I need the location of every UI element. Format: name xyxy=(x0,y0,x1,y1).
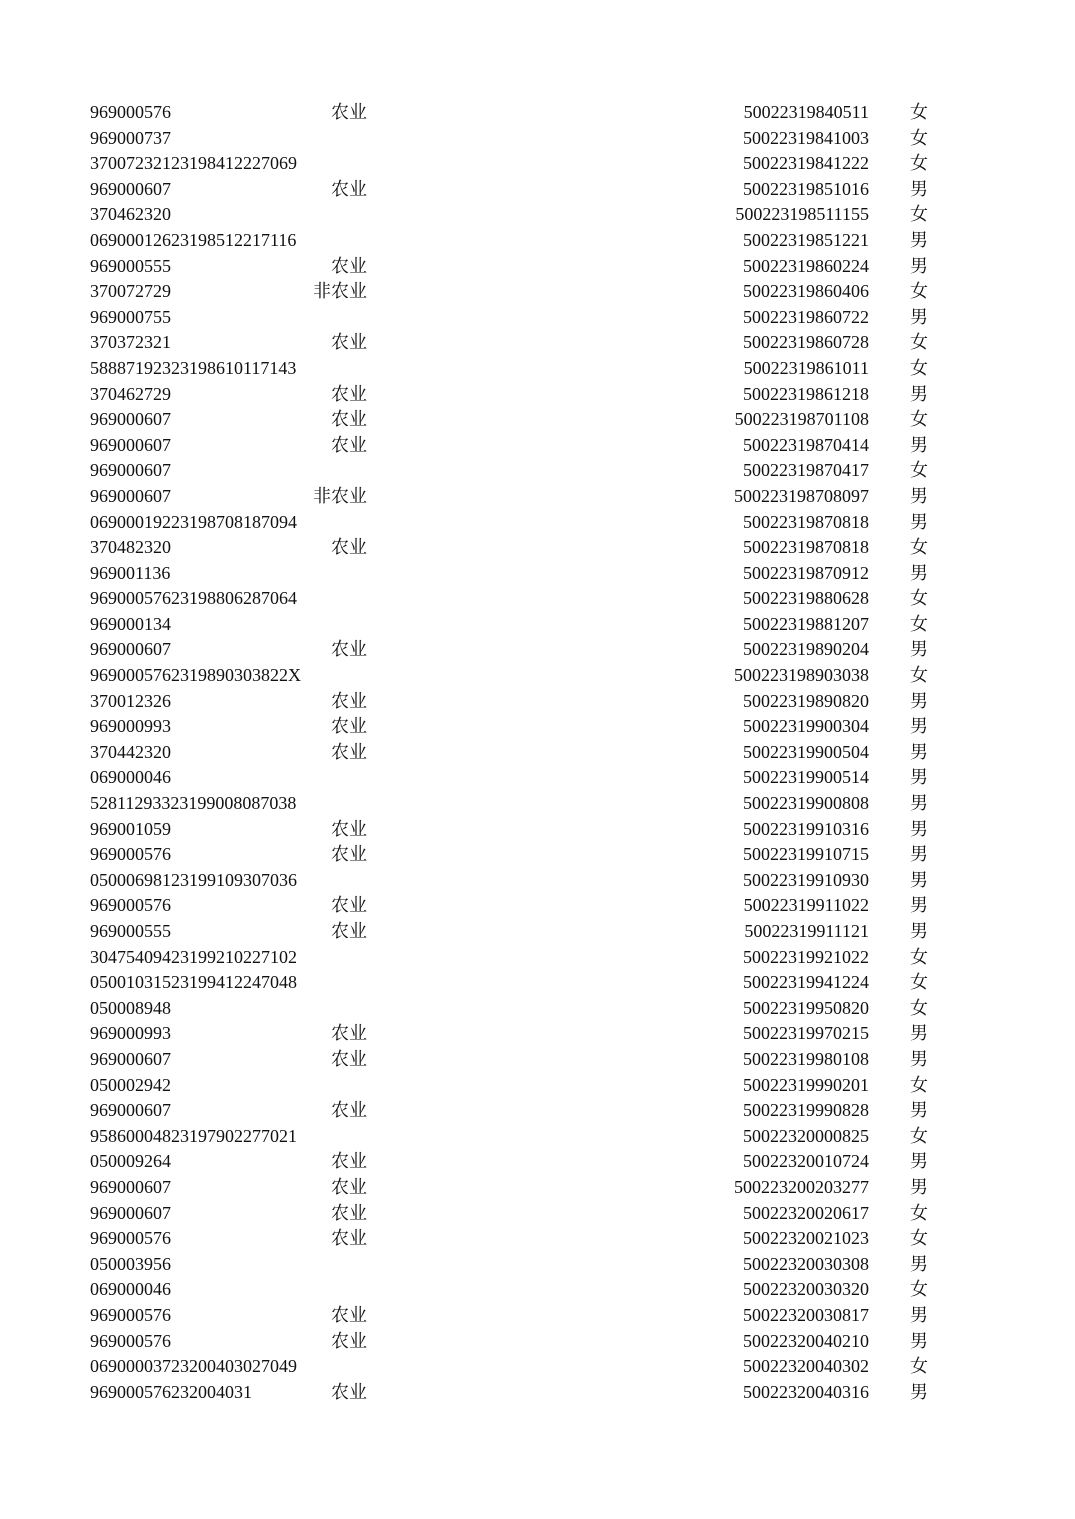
table-row xyxy=(0,663,1075,689)
household-type-cell: 农业 xyxy=(331,537,367,558)
id-number-cell: 50022320040302 xyxy=(743,1356,869,1377)
household-type-cell: 农业 xyxy=(331,741,367,762)
account-cell: 069000037​23200403027049 xyxy=(90,1356,297,1377)
household-type-cell: 农业 xyxy=(331,1176,367,1197)
table-row xyxy=(0,279,1075,305)
table-row xyxy=(0,1149,1075,1175)
id-number-cell: 50022319900504 xyxy=(743,741,869,762)
table-row xyxy=(0,305,1075,331)
id-number-cell: 50022320021023 xyxy=(743,1228,869,1249)
table-row xyxy=(0,791,1075,817)
account-cell: 588871923​23198610117143 xyxy=(90,357,297,378)
account-cell: 969000607 xyxy=(90,1048,171,1069)
id-number-cell: 50022319911121 xyxy=(744,921,869,941)
id-number-cell: 500223198701108 xyxy=(734,409,869,430)
table-row xyxy=(0,740,1075,766)
gender-cell: 女 xyxy=(910,153,928,174)
table-row xyxy=(0,254,1075,280)
account-cell: 370072729 xyxy=(90,281,171,302)
table-row xyxy=(0,868,1075,894)
table-row xyxy=(0,765,1075,791)
gender-cell: 男 xyxy=(910,434,928,455)
table-row xyxy=(0,1175,1075,1201)
gender-cell: 男 xyxy=(910,1100,928,1121)
household-type-cell: 农业 xyxy=(331,1100,367,1121)
household-type-cell: 农业 xyxy=(331,102,367,122)
gender-cell: 男 xyxy=(910,690,928,711)
id-number-cell: 50022319900514 xyxy=(743,767,869,788)
account-cell: 969000607 xyxy=(90,178,171,199)
household-type-cell: 农业 xyxy=(331,1330,367,1351)
id-number-cell: 50022319890204 xyxy=(743,639,869,660)
account-cell: 969000607 xyxy=(90,639,171,660)
gender-cell: 男 xyxy=(910,1176,928,1197)
table-row xyxy=(0,535,1075,561)
gender-cell: 女 xyxy=(910,972,928,993)
id-number-cell: 50022319880628 xyxy=(743,588,869,609)
gender-cell: 男 xyxy=(910,485,928,506)
account-cell: 969000607 xyxy=(90,1202,171,1223)
household-type-cell: 非农业 xyxy=(313,485,367,506)
account-cell: 969000993 xyxy=(90,1023,171,1044)
id-number-cell: 50022320010724 xyxy=(743,1151,869,1172)
account-cell: 069000192​23198708187094 xyxy=(90,511,297,532)
table-row xyxy=(0,151,1075,177)
table-row xyxy=(0,382,1075,408)
gender-cell: 男 xyxy=(910,562,928,583)
id-number-cell: 50022320040210 xyxy=(743,1330,869,1351)
table-row xyxy=(0,1303,1075,1329)
gender-cell: 女 xyxy=(910,665,928,686)
gender-cell: 女 xyxy=(910,946,928,967)
household-type-cell: 农业 xyxy=(331,255,367,276)
account-cell: 958600048​23197902277021 xyxy=(90,1125,297,1146)
household-type-cell: 农业 xyxy=(331,921,367,941)
table-row xyxy=(0,1047,1075,1073)
id-number-cell: 50022319860728 xyxy=(743,332,869,353)
id-number-cell: 500223198708097 xyxy=(734,485,869,506)
table-row xyxy=(0,586,1075,612)
household-type-cell: 农业 xyxy=(331,844,367,865)
table-row xyxy=(0,1201,1075,1227)
id-number-cell: 500223198903038 xyxy=(734,665,869,686)
account-cell: 050008948 xyxy=(90,997,171,1018)
table-row xyxy=(0,177,1075,203)
account-cell: 370072321​23198412227069 xyxy=(90,153,297,174)
table-row xyxy=(0,126,1075,152)
gender-cell: 女 xyxy=(910,127,928,148)
gender-cell: 女 xyxy=(910,537,928,558)
gender-cell: 女 xyxy=(910,409,928,430)
gender-cell: 女 xyxy=(910,281,928,302)
household-type-cell: 农业 xyxy=(331,434,367,455)
account-cell: 969000576​23198806287064 xyxy=(90,588,297,609)
id-number-cell: 50022320030817 xyxy=(743,1304,869,1325)
account-cell: 969000576​232004031 xyxy=(90,1381,252,1402)
table-row xyxy=(0,1277,1075,1303)
account-cell: 969000576 xyxy=(90,1304,171,1325)
account-cell: 969000576 xyxy=(90,844,171,865)
table-row xyxy=(0,612,1075,638)
account-cell: 050006981​23199109307036 xyxy=(90,869,297,890)
table-row xyxy=(0,484,1075,510)
gender-cell: 男 xyxy=(910,767,928,788)
table-row xyxy=(0,561,1075,587)
household-type-cell: 农业 xyxy=(331,895,367,916)
id-number-cell: 50022320030320 xyxy=(743,1279,869,1300)
table-row xyxy=(0,945,1075,971)
id-number-cell: 50022319900304 xyxy=(743,716,869,737)
table-row xyxy=(0,1252,1075,1278)
table-row xyxy=(0,202,1075,228)
table-row xyxy=(0,1329,1075,1355)
account-cell: 370462320 xyxy=(90,204,171,225)
table-row xyxy=(0,356,1075,382)
gender-cell: 男 xyxy=(910,1330,928,1351)
gender-cell: 女 xyxy=(910,1228,928,1249)
table-row xyxy=(0,817,1075,843)
table-row xyxy=(0,637,1075,663)
account-cell: 969000607 xyxy=(90,1176,171,1197)
gender-cell: 女 xyxy=(910,1125,928,1146)
gender-cell: 男 xyxy=(910,895,928,916)
gender-cell: 男 xyxy=(910,1151,928,1172)
account-cell: 370462729 xyxy=(90,383,171,404)
account-cell: 969000607 xyxy=(90,434,171,455)
household-type-cell: 农业 xyxy=(331,1151,367,1172)
account-cell: 969000755 xyxy=(90,306,171,327)
id-number-cell: 50022320000825 xyxy=(743,1125,869,1146)
account-cell: 969000607 xyxy=(90,460,171,481)
gender-cell: 男 xyxy=(910,383,928,404)
id-number-cell: 50022319900808 xyxy=(743,793,869,814)
table-row xyxy=(0,1073,1075,1099)
household-type-cell: 农业 xyxy=(331,1304,367,1325)
table-row xyxy=(0,714,1075,740)
account-cell: 370372321 xyxy=(90,332,171,353)
account-cell: 969001136 xyxy=(90,562,171,583)
table-row xyxy=(0,919,1075,945)
id-number-cell: 50022319841222 xyxy=(743,153,869,174)
account-cell: 069000126​23198512217116 xyxy=(90,229,297,250)
id-number-cell: 50022319890820 xyxy=(743,690,869,711)
gender-cell: 男 xyxy=(910,1048,928,1069)
table-row xyxy=(0,996,1075,1022)
gender-cell: 男 xyxy=(910,716,928,737)
gender-cell: 男 xyxy=(910,921,928,941)
account-cell: 969000607 xyxy=(90,409,171,430)
gender-cell: 男 xyxy=(910,511,928,532)
household-type-cell: 农业 xyxy=(331,1381,367,1402)
id-number-cell: 50022319990828 xyxy=(743,1100,869,1121)
table-row xyxy=(0,510,1075,536)
account-cell: 969000607 xyxy=(90,1100,171,1121)
gender-cell: 男 xyxy=(910,869,928,890)
account-cell: 969000576 xyxy=(90,1330,171,1351)
id-number-cell: 50022319870414 xyxy=(743,434,869,455)
account-cell: 969000576 xyxy=(90,895,171,916)
table-row xyxy=(0,1226,1075,1252)
gender-cell: 男 xyxy=(910,306,928,327)
id-number-cell: 50022319851016 xyxy=(743,178,869,199)
table-row xyxy=(0,1124,1075,1150)
table-row xyxy=(0,228,1075,254)
account-cell: 969000737 xyxy=(90,127,171,148)
table-row xyxy=(0,100,1075,126)
account-cell: 969000993 xyxy=(90,716,171,737)
gender-cell: 女 xyxy=(910,613,928,634)
gender-cell: 男 xyxy=(910,741,928,762)
account-cell: 969000576​2319890303822X xyxy=(90,665,301,686)
account-cell: 304754094​23199210227102 xyxy=(90,946,297,967)
account-cell: 069000046 xyxy=(90,767,171,788)
household-type-cell: 农业 xyxy=(331,332,367,353)
gender-cell: 男 xyxy=(910,844,928,865)
table-row xyxy=(0,1021,1075,1047)
id-number-cell: 50022320030308 xyxy=(743,1253,869,1274)
household-type-cell: 农业 xyxy=(331,383,367,404)
id-number-cell: 50022319911022 xyxy=(743,895,869,916)
gender-cell: 女 xyxy=(910,357,928,378)
household-type-cell: 农业 xyxy=(331,409,367,430)
table-row xyxy=(0,407,1075,433)
account-cell: 969000134 xyxy=(90,613,171,634)
id-number-cell: 50022319921022 xyxy=(743,946,869,967)
id-number-cell: 500223198511155 xyxy=(735,204,869,225)
table-row xyxy=(0,842,1075,868)
household-type-cell: 农业 xyxy=(331,1023,367,1044)
account-cell: 050003956 xyxy=(90,1253,171,1274)
gender-cell: 女 xyxy=(910,1074,928,1095)
table-row xyxy=(0,433,1075,459)
id-number-cell: 50022319870912 xyxy=(743,562,869,583)
gender-cell: 男 xyxy=(910,639,928,660)
table-row xyxy=(0,458,1075,484)
household-type-cell: 农业 xyxy=(331,178,367,199)
id-number-cell: 50022319860722 xyxy=(743,306,869,327)
account-cell: 969000555 xyxy=(90,921,171,941)
gender-cell: 女 xyxy=(910,204,928,225)
table-row xyxy=(0,1098,1075,1124)
gender-cell: 男 xyxy=(910,793,928,814)
gender-cell: 女 xyxy=(910,332,928,353)
id-number-cell: 50022319860224 xyxy=(743,255,869,276)
gender-cell: 女 xyxy=(910,1356,928,1377)
account-cell: 370482320 xyxy=(90,537,171,558)
table-row xyxy=(0,330,1075,356)
id-number-cell: 50022319861218 xyxy=(743,383,869,404)
gender-cell: 女 xyxy=(910,1279,928,1300)
gender-cell: 男 xyxy=(910,818,928,839)
gender-cell: 男 xyxy=(910,1381,928,1402)
account-cell: 969001059 xyxy=(90,818,171,839)
gender-cell: 男 xyxy=(910,1023,928,1044)
id-number-cell: 50022319841003 xyxy=(743,127,869,148)
id-number-cell: 50022319860406 xyxy=(743,281,869,302)
account-cell: 069000046 xyxy=(90,1279,171,1300)
household-type-cell: 农业 xyxy=(331,1048,367,1069)
table-row xyxy=(0,970,1075,996)
id-number-cell: 50022320020617 xyxy=(743,1202,869,1223)
gender-cell: 女 xyxy=(910,460,928,481)
table-row xyxy=(0,893,1075,919)
account-cell: 050009264 xyxy=(90,1151,171,1172)
gender-cell: 女 xyxy=(910,588,928,609)
household-type-cell: 农业 xyxy=(331,1202,367,1223)
id-number-cell: 50022319950820 xyxy=(743,997,869,1018)
account-cell: 370442320 xyxy=(90,741,171,762)
id-number-cell: 50022319870818 xyxy=(743,537,869,558)
id-number-cell: 500223200203277 xyxy=(734,1176,869,1197)
household-type-cell: 农业 xyxy=(331,716,367,737)
id-number-cell: 50022319910715 xyxy=(743,844,869,865)
account-cell: 528112933​23199008087038 xyxy=(90,793,297,814)
gender-cell: 男 xyxy=(910,255,928,276)
account-cell: 370012326 xyxy=(90,690,171,711)
table-row xyxy=(0,689,1075,715)
gender-cell: 男 xyxy=(910,1304,928,1325)
account-cell: 969000555 xyxy=(90,255,171,276)
household-type-cell: 农业 xyxy=(331,818,367,839)
household-type-cell: 农业 xyxy=(331,1228,367,1249)
household-type-cell: 非农业 xyxy=(313,281,367,302)
account-cell: 050010315​23199412247048 xyxy=(90,972,297,993)
id-number-cell: 50022319941224 xyxy=(743,972,869,993)
account-cell: 969000576 xyxy=(90,1228,171,1249)
gender-cell: 女 xyxy=(910,997,928,1018)
household-type-cell: 农业 xyxy=(331,639,367,660)
id-number-cell: 50022319910316 xyxy=(743,818,869,839)
id-number-cell: 50022320040316 xyxy=(743,1381,869,1402)
table-row xyxy=(0,1380,1075,1406)
account-cell: 050002942 xyxy=(90,1074,171,1095)
id-number-cell: 50022319881207 xyxy=(743,613,869,634)
gender-cell: 男 xyxy=(910,178,928,199)
account-cell: 969000576 xyxy=(90,102,171,122)
account-cell: 969000607 xyxy=(90,485,171,506)
id-number-cell: 50022319990201 xyxy=(743,1074,869,1095)
id-number-cell: 50022319861011 xyxy=(743,357,869,378)
id-number-cell: 50022319851221 xyxy=(743,229,869,250)
id-number-cell: 50022319980108 xyxy=(743,1048,869,1069)
id-number-cell: 50022319910930 xyxy=(743,869,869,890)
gender-cell: 女 xyxy=(910,102,928,122)
table-row xyxy=(0,1354,1075,1380)
id-number-cell: 50022319870818 xyxy=(743,511,869,532)
spreadsheet-table xyxy=(0,100,1075,1405)
gender-cell: 女 xyxy=(910,1202,928,1223)
id-number-cell: 50022319840511 xyxy=(743,102,869,122)
gender-cell: 男 xyxy=(910,1253,928,1274)
id-number-cell: 50022319870417 xyxy=(743,460,869,481)
gender-cell: 男 xyxy=(910,229,928,250)
household-type-cell: 农业 xyxy=(331,690,367,711)
id-number-cell: 50022319970215 xyxy=(743,1023,869,1044)
